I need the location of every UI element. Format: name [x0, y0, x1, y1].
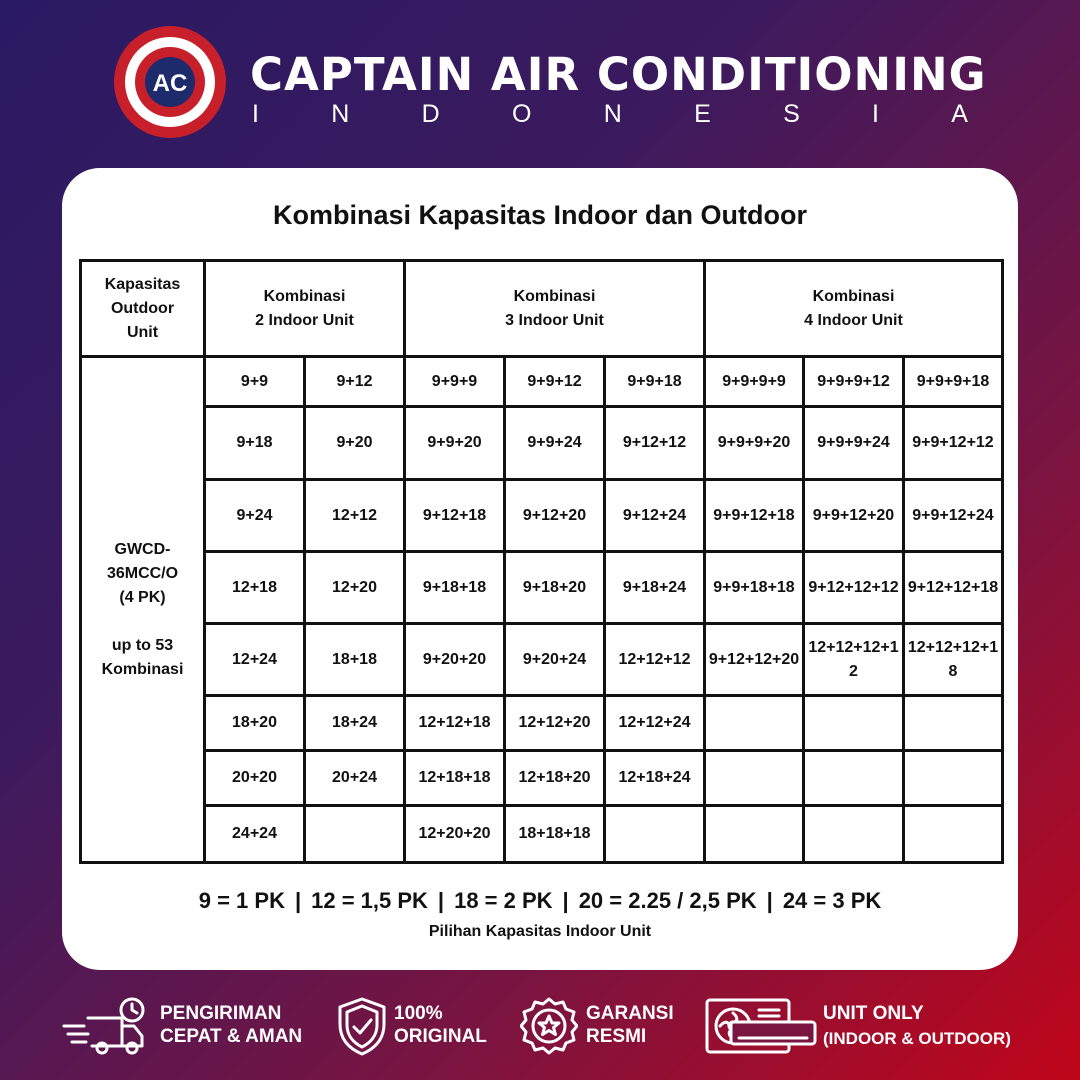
table-row	[81, 357, 1003, 407]
feature-unit-only-line1: UNIT ONLY	[823, 1003, 924, 1024]
legend-separator: |	[562, 888, 569, 913]
legend-separator: |	[294, 888, 302, 913]
combination-cell: 24+24	[205, 806, 305, 863]
combination-cell: 9+9+12+12	[904, 407, 1003, 480]
feature-warranty-line2: RESMI	[586, 1026, 647, 1047]
combination-cell: 9+9+12+20	[804, 480, 904, 552]
combination-cell: 9+12+12+20	[705, 624, 804, 696]
legend-item: 24 = 3 PK	[782, 888, 882, 913]
combination-cell	[305, 806, 405, 863]
brand-subtitle-letter: I	[872, 100, 879, 128]
combination-cell	[705, 696, 804, 751]
brand-subtitle-letter: A	[951, 100, 968, 128]
brand-subtitle-letter: N	[331, 100, 350, 128]
combination-cell: 9+9+9+12	[804, 357, 904, 407]
combination-cell: 9+9+12+24	[904, 480, 1003, 552]
table-row	[81, 407, 1003, 480]
legend-item: 9 = 1 PK	[198, 888, 285, 913]
combination-cell: 18+18	[305, 624, 405, 696]
combination-cell: 9+9+9+9	[705, 357, 804, 407]
combination-cell: 9+12+24	[605, 480, 705, 552]
combination-cell: 12+20	[305, 552, 405, 624]
badge-star-icon	[520, 996, 578, 1056]
brand-logo	[113, 25, 227, 139]
combination-cell	[904, 696, 1003, 751]
feature-warranty-line1: GARANSI	[586, 1003, 674, 1024]
feature-warranty	[520, 996, 690, 1060]
combination-cell	[705, 751, 804, 806]
combination-cell: 9+24	[205, 480, 305, 552]
feature-original	[336, 996, 506, 1060]
combination-cell: 20+20	[205, 751, 305, 806]
combination-cell: 9+20+24	[505, 624, 605, 696]
ac-unit-icon	[705, 996, 817, 1058]
feature-delivery-line1: PENGIRIMAN	[160, 1003, 282, 1024]
combination-cell: 12+18	[205, 552, 305, 624]
brand-subtitle-letter: D	[421, 100, 440, 128]
feature-unit-only	[705, 996, 1025, 1060]
combination-cell: 9+9+9+20	[705, 407, 804, 480]
combination-cell: 12+20+20	[405, 806, 505, 863]
shield-check-icon	[336, 996, 388, 1056]
combination-cell: 12+12	[305, 480, 405, 552]
combination-cell	[804, 806, 904, 863]
combination-cell: 9+20	[305, 407, 405, 480]
brand-subtitle-letter: O	[511, 100, 532, 128]
feature-delivery	[62, 996, 322, 1060]
table-row	[81, 624, 1003, 696]
combination-cell: 20+24	[305, 751, 405, 806]
combination-cell: 12+12+20	[505, 696, 605, 751]
combination-cell: 9+9+9+18	[904, 357, 1003, 407]
feature-unit-only-line2: (INDOOR & OUTDOOR)	[823, 1029, 1011, 1048]
capacity-legend	[0, 888, 1080, 914]
brand-title: CAPTAIN AIR CONDITIONING	[250, 48, 987, 101]
combination-cell: 9+9+18	[605, 357, 705, 407]
combination-cell: 9+9+9+24	[804, 407, 904, 480]
combination-cell: 12+12+12+18	[904, 624, 1003, 696]
combination-cell	[804, 751, 904, 806]
combination-cell: 12+18+20	[505, 751, 605, 806]
table-row	[81, 696, 1003, 751]
feature-original-line2: ORIGINAL	[394, 1026, 487, 1047]
combination-cell: 18+20	[205, 696, 305, 751]
table-row	[81, 552, 1003, 624]
legend-separator: |	[766, 888, 773, 913]
combination-cell: 9+9+12	[505, 357, 605, 407]
legend-item: 20 = 2.25 / 2,5 PK	[578, 888, 757, 913]
combination-cell: 9+18+24	[605, 552, 705, 624]
combination-cell: 9+20+20	[405, 624, 505, 696]
brand-subtitle-letter: E	[694, 100, 711, 128]
outdoor-unit-cell: GWCD- 36MCC/O (4 PK) up to 53 Kombinasi	[81, 357, 205, 863]
combination-cell	[605, 806, 705, 863]
brand-subtitle-letter: S	[783, 100, 800, 128]
legend-caption: Pilihan Kapasitas Indoor Unit	[428, 923, 652, 940]
feature-delivery-line2: CEPAT & AMAN	[160, 1026, 303, 1047]
brand-subtitle-letter: I	[252, 100, 259, 128]
legend-separator: |	[437, 888, 445, 913]
legend-item: 18 = 2 PK	[454, 888, 553, 913]
combination-cell: 9+12+20	[505, 480, 605, 552]
feature-original-line1: 100%	[394, 1003, 443, 1024]
combination-cell	[904, 806, 1003, 863]
brand-subtitle-letter: N	[603, 100, 622, 128]
combination-cell: 9+9+12+18	[705, 480, 804, 552]
combination-cell: 9+12+18	[405, 480, 505, 552]
header-2-indoor: Kombinasi 2 Indoor Unit	[205, 261, 405, 357]
combination-cell: 12+12+24	[605, 696, 705, 751]
combination-cell: 12+12+18	[405, 696, 505, 751]
combination-cell: 12+12+12	[605, 624, 705, 696]
combination-table	[79, 259, 1004, 864]
combination-cell: 18+24	[305, 696, 405, 751]
card-title: Kombinasi Kapasitas Indoor dan Outdoor	[272, 200, 808, 230]
combination-cell: 9+9	[205, 357, 305, 407]
header-4-indoor: Kombinasi 4 Indoor Unit	[705, 261, 1003, 357]
combination-cell	[705, 806, 804, 863]
brand-subtitle	[252, 100, 968, 129]
combination-cell: 12+24	[205, 624, 305, 696]
table-row	[81, 806, 1003, 863]
table-body	[81, 357, 1003, 863]
combination-cell	[804, 696, 904, 751]
combination-cell: 9+12+12+18	[904, 552, 1003, 624]
table-row	[81, 480, 1003, 552]
combination-cell: 18+18+18	[505, 806, 605, 863]
header-3-indoor: Kombinasi 3 Indoor Unit	[405, 261, 705, 357]
combination-cell: 9+9+18+18	[705, 552, 804, 624]
legend-item: 12 = 1,5 PK	[311, 888, 428, 913]
combination-cell: 12+18+18	[405, 751, 505, 806]
combination-cell: 12+18+24	[605, 751, 705, 806]
combination-cell: 9+9+9	[405, 357, 505, 407]
combination-cell: 9+12+12+12	[804, 552, 904, 624]
combination-cell: 9+18+18	[405, 552, 505, 624]
combination-cell: 9+18+20	[505, 552, 605, 624]
table-row	[81, 751, 1003, 806]
combination-cell: 9+9+24	[505, 407, 605, 480]
combination-cell: 9+12	[305, 357, 405, 407]
combination-cell: 9+12+12	[605, 407, 705, 480]
combination-cell: 9+9+20	[405, 407, 505, 480]
delivery-truck-clock-icon	[62, 996, 154, 1058]
logo-text: AC	[152, 70, 188, 97]
combination-cell: 12+12+12+12	[804, 624, 904, 696]
combination-cell: 9+18	[205, 407, 305, 480]
combination-cell	[904, 751, 1003, 806]
header-outdoor: Kapasitas Outdoor Unit	[81, 261, 205, 357]
